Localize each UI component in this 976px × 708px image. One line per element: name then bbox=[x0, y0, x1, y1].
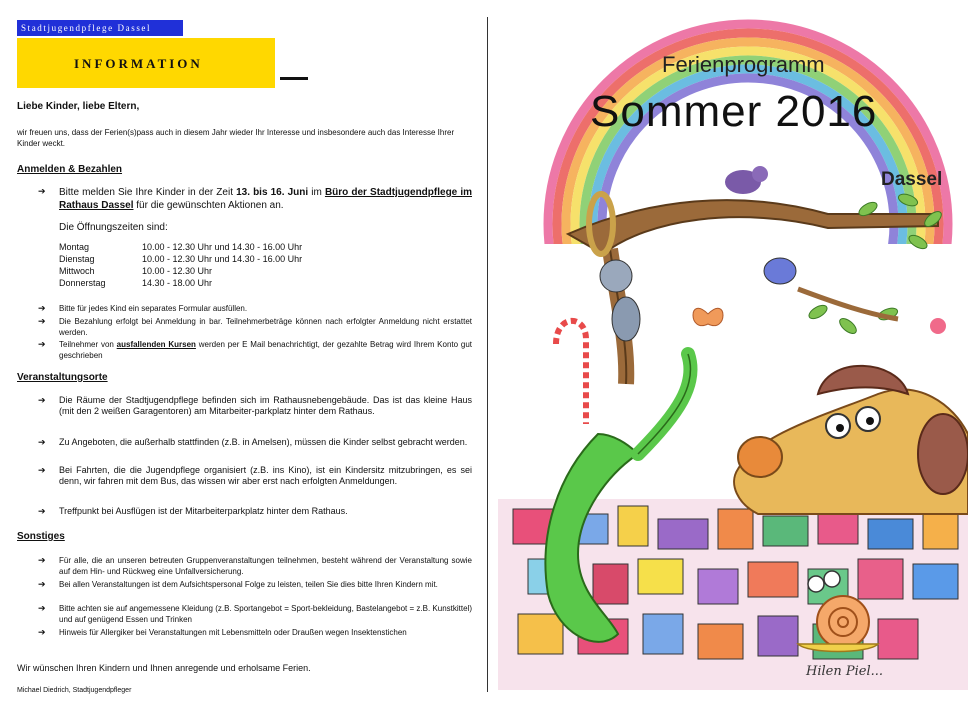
text-span: Teilnehmer von bbox=[59, 340, 117, 349]
hours-time: 14.30 - 18.00 Uhr bbox=[142, 278, 213, 288]
list-item bbox=[38, 316, 472, 338]
list-item bbox=[38, 506, 472, 517]
list-item bbox=[38, 339, 472, 361]
bullet-text: Für alle, die an unseren betreuten Gruppenveranstaltungen teilnehmen, besteht während der Veranstaltung sowie auf dem Hin- und Rückweg eine Unfallversicherung. bbox=[59, 556, 472, 576]
poster-subtitle: Ferienprogramm bbox=[662, 52, 825, 77]
arrow-right-icon: ➔ bbox=[38, 506, 46, 516]
date-range: 13. bis 16. Juni bbox=[236, 187, 309, 198]
information-banner bbox=[17, 38, 275, 88]
bullet-text: Bitte für jedes Kind ein separates Formular ausfüllen. bbox=[59, 304, 248, 313]
page-divider bbox=[487, 17, 488, 692]
hours-day: Montag bbox=[59, 242, 90, 252]
hours-row bbox=[59, 253, 302, 265]
bullet-text: Die Räume der Stadtjugendpflege befinden sich im Rathausnebengebäude. Das ist das kleine Haus (mit den 2 weißen Garagentoren) am Mitarbeiter-parkplatz hinter dem Rathaus. bbox=[59, 395, 472, 416]
office-location: Büro der Stadtjugendpflege im Rathaus Dassel bbox=[59, 187, 473, 211]
bullet-text: Hinweis für Allergiker bei Veranstaltungen mit Lebensmitteln oder Draußen wegen Insektenstichen bbox=[59, 628, 407, 637]
text-span: Bitte melden Sie Ihre Kinder in der Zeit bbox=[59, 187, 237, 198]
list-item bbox=[38, 465, 472, 487]
arrow-right-icon: ➔ bbox=[38, 395, 46, 405]
section-heading-orte: Veranstaltungsorte bbox=[17, 372, 108, 383]
closing-text: Wir wünschen Ihren Kindern und Ihnen anregende und erholsame Ferien. bbox=[17, 663, 311, 673]
bullet-text: Zu Angeboten, die außerhalb stattfinden (z.B. in Amelsen), müssen die Kinder selbst gebracht werden. bbox=[59, 437, 468, 447]
hours-day: Dienstag bbox=[59, 254, 95, 264]
hours-table bbox=[59, 241, 302, 289]
hours-row bbox=[59, 241, 302, 253]
emphasis: ausfallenden Kursen bbox=[116, 340, 196, 349]
hours-time: 10.00 - 12.30 Uhr bbox=[142, 266, 213, 276]
bullet-text: Bitte achten sie auf angemessene Kleidung (z.B. Sportangebot = Sport-bekleidung, Bastelangebot = z.B. Kunstkittel) und auf genügend Essen und Trinken bbox=[59, 604, 472, 624]
bullet-text: Bei Fahrten, die die Jugendpflege organisiert (z.B. ins Kino), ist ein Kindersitz mitzubringen, es sei denn, wir fahren mit dem Bus, das wissen wir aber erst nach erfolgten Anmeldungen. bbox=[59, 465, 472, 486]
arrow-right-icon: ➔ bbox=[38, 579, 46, 589]
arrow-right-icon: ➔ bbox=[38, 603, 46, 613]
text-span: werden per E Mail benachrichtigt, der gezahlte Betrag wird Ihrem Konto gut geschrieben bbox=[59, 340, 473, 360]
list-item bbox=[38, 627, 472, 638]
poster-title: Sommer 2016 bbox=[590, 87, 878, 136]
poster-town: Dassel bbox=[881, 169, 943, 190]
hours-time: 10.00 - 12.30 Uhr und 14.30 - 16.00 Uhr bbox=[142, 242, 303, 252]
bullet-text: Die Bezahlung erfolgt bei Anmeldung in bar. Teilnehmerbeträge können nach erfolgter Anmeldung nicht erstattet werden. bbox=[59, 317, 472, 337]
arrow-right-icon: ➔ bbox=[38, 555, 46, 565]
intro-text: wir freuen uns, dass der Ferien(s)pass auch in diesem Jahr wieder Ihr Interesse und insbesondere auch das Interesse Ihrer Kinder weckt. bbox=[17, 128, 455, 148]
org-banner: Stadtjugendpflege Dassel bbox=[17, 20, 183, 36]
hours-time: 10.00 - 12.30 Uhr und 14.30 - 16.00 Uhr bbox=[142, 254, 303, 264]
list-item bbox=[38, 186, 472, 212]
hours-day: Mittwoch bbox=[59, 266, 95, 276]
list-item bbox=[38, 603, 472, 625]
signature-line: Michael Diedrich, Stadtjugendpfleger bbox=[17, 687, 132, 694]
list-item bbox=[38, 395, 472, 417]
arrow-right-icon: ➔ bbox=[38, 437, 46, 447]
list-item bbox=[38, 303, 472, 314]
divider bbox=[280, 77, 308, 80]
list-item bbox=[38, 555, 472, 577]
section-heading-sonstiges: Sonstiges bbox=[17, 531, 65, 542]
arrow-right-icon: ➔ bbox=[38, 465, 46, 475]
arrow-right-icon: ➔ bbox=[38, 186, 46, 196]
bullet-text: Bei allen Veranstaltungen ist dem Aufsichtspersonal Folge zu leisten, teilen Sie dies bitte Ihren Kindern mit. bbox=[59, 580, 438, 589]
arrow-right-icon: ➔ bbox=[38, 316, 46, 326]
list-item bbox=[38, 437, 472, 448]
greeting: Liebe Kinder, liebe Eltern, bbox=[17, 101, 140, 112]
text-span: für die gewünschten Aktionen an. bbox=[133, 200, 284, 211]
arrow-right-icon: ➔ bbox=[38, 339, 46, 349]
list-item bbox=[38, 579, 472, 590]
arrow-right-icon: ➔ bbox=[38, 303, 46, 313]
information-title: INFORMATION bbox=[74, 56, 203, 71]
artist-signature: Hilen Piel... bbox=[806, 664, 884, 679]
section-heading-anmelden: Anmelden & Bezahlen bbox=[17, 164, 123, 175]
text-span: im bbox=[308, 187, 325, 198]
hours-row bbox=[59, 265, 302, 277]
hours-row bbox=[59, 277, 302, 289]
bullet-text: Treffpunkt bei Ausflügen ist der Mitarbeiterparkplatz hinter dem Rathaus. bbox=[59, 506, 348, 516]
hours-day: Donnerstag bbox=[59, 278, 106, 288]
arrow-right-icon: ➔ bbox=[38, 627, 46, 637]
hours-title: Die Öffnungszeiten sind: bbox=[59, 222, 168, 233]
